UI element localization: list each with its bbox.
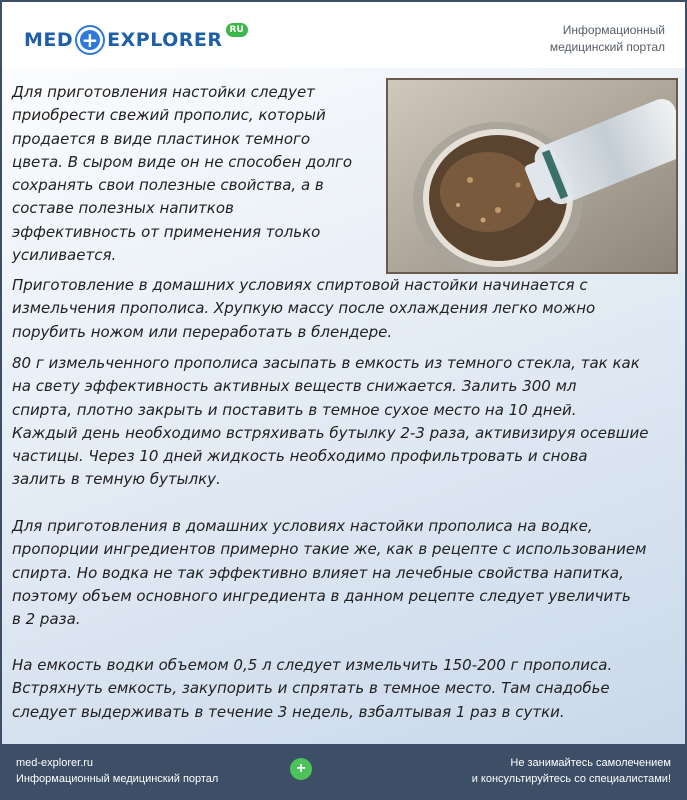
plus-icon: + xyxy=(77,27,103,53)
text-line: цвета. В сыром виде он не способен долго xyxy=(12,152,353,171)
site-footer xyxy=(2,744,685,798)
text-line: Для приготовления в домашних условиях настойки прополиса на водке, xyxy=(12,517,593,535)
text-line: Для приготовления настойки следует xyxy=(12,83,315,101)
tagline-line: медицинский портал xyxy=(549,40,665,54)
warning-line: Не занимайтесь самолечением xyxy=(510,757,671,769)
paragraph-4 xyxy=(12,515,646,631)
paragraph-5 xyxy=(12,654,612,724)
text-line: Приготовление в домашних условиях спиртовой настойки начинается с xyxy=(12,276,588,294)
article-photo xyxy=(386,78,678,274)
plus-icon: + xyxy=(290,758,312,780)
text-line: пропорции ингредиентов примерно такие же, как в рецепте с использованием xyxy=(12,540,647,559)
footer-warning xyxy=(472,755,671,787)
site-tagline xyxy=(550,22,665,56)
site-logo[interactable] xyxy=(24,24,248,56)
footer-site-info xyxy=(16,755,218,787)
jar-and-bottle-image xyxy=(388,80,676,272)
text-line: следует выдерживать в течение 3 недель, взбалтывая 1 раз в сутки. xyxy=(12,702,565,721)
text-line: 80 г измельченного прополиса засыпать в емкость из темного стекла, так как xyxy=(12,354,640,372)
text-line: на свету эффективность активных веществ снижается. Залить 300 мл xyxy=(12,377,577,396)
text-line: измельчения прополиса. Хрупкую массу после охлаждения легко можно xyxy=(12,299,596,318)
warning-line: и консультируйтесь со специалистами! xyxy=(471,773,671,785)
paragraph-3 xyxy=(12,352,649,492)
text-line: частицы. Через 10 дней жидкость необходимо профильтровать и снова xyxy=(12,447,588,466)
article-body xyxy=(2,68,685,744)
footer-site-link[interactable]: med-explorer.ru xyxy=(16,757,94,769)
text-line: Встряхнуть емкость, закупорить и спрятать в темное место. Там снадобье xyxy=(12,679,610,698)
logo-text-explorer: EXPLORER xyxy=(107,29,223,51)
text-line: в 2 раза. xyxy=(12,610,81,629)
text-line: продается в виде пластинок темного xyxy=(12,129,311,148)
logo-badge-ru: RU xyxy=(226,23,248,37)
text-line: Каждый день необходимо встряхивать бутылку 2-3 раза, активизируя осевшие xyxy=(12,423,649,442)
text-line: усиливается. xyxy=(12,246,117,265)
tagline-line: Информационный xyxy=(562,23,665,37)
text-line: приобрести свежий прополис, который xyxy=(12,106,326,125)
text-line: составе полезных напитков xyxy=(12,199,234,218)
text-line: спирта. Но водка не так эффективно влияет на лечебные свойства напитка, xyxy=(12,563,624,582)
text-line: порубить ножом или переработать в блендере. xyxy=(12,322,393,341)
logo-text-med: MED xyxy=(24,29,74,51)
text-line: залить в темную бутылку. xyxy=(12,470,221,489)
text-line: поэтому объем основного ингредиента в данном рецепте следует увеличить xyxy=(12,586,631,605)
paragraph-2 xyxy=(12,274,595,344)
site-header xyxy=(2,2,685,68)
footer-site-desc: Информационный медицинский портал xyxy=(16,773,219,785)
text-line: эффективность от применения только xyxy=(12,222,321,241)
paragraph-1 xyxy=(12,81,352,267)
text-line: сохранять свои полезные свойства, а в xyxy=(12,176,324,195)
text-line: На емкость водки объемом 0,5 л следует измельчить 150-200 г прополиса. xyxy=(12,656,613,674)
text-line: спирта, плотно закрыть и поставить в темное сухое место на 10 дней. xyxy=(12,400,577,419)
